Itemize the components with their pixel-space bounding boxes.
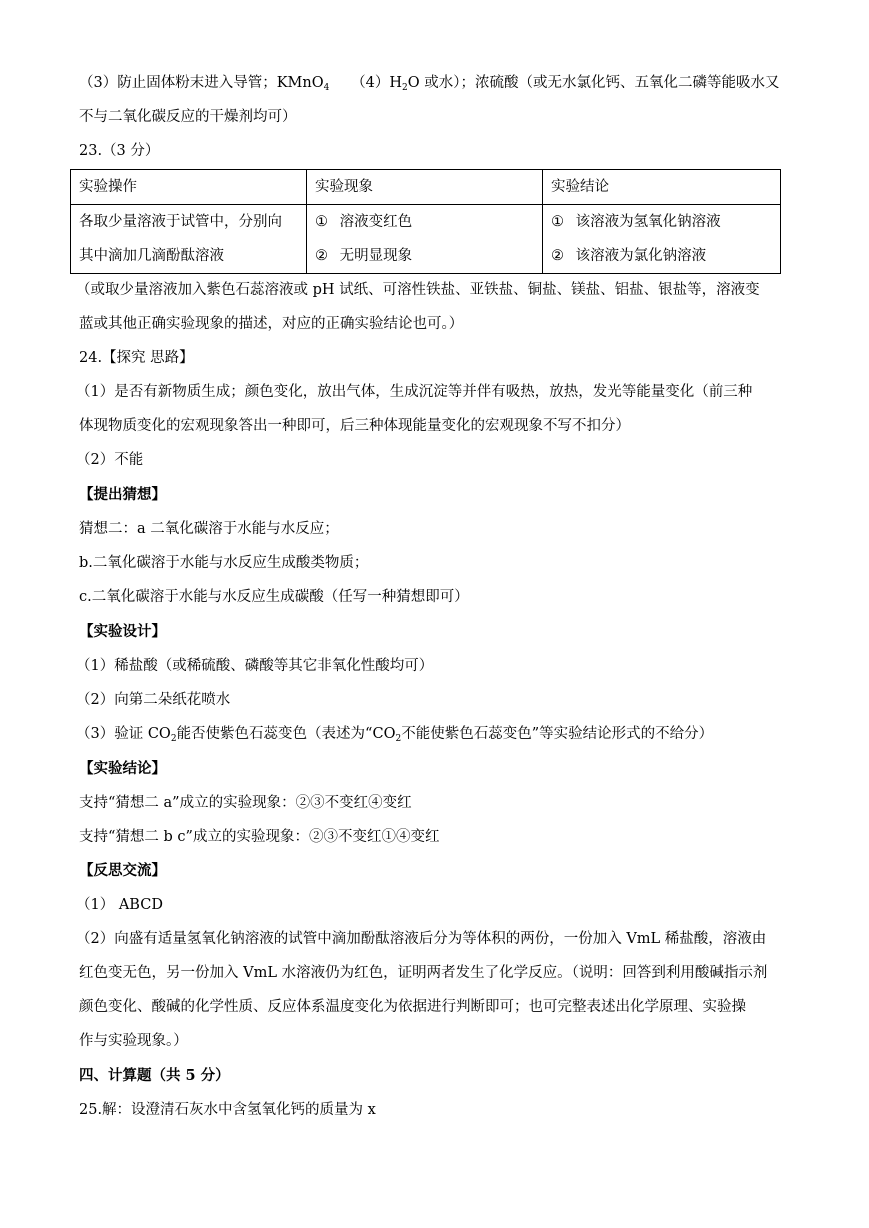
q24-heading: 24.【探究 思路】 bbox=[79, 350, 194, 366]
item-text: 该溶液为氢氧化钠溶液 bbox=[575, 214, 721, 230]
header-conclusion: 实验结论 bbox=[543, 170, 781, 205]
conclusion-item bbox=[551, 239, 772, 273]
q25-line: 25.解：设澄清石灰水中含氢氧化钙的质量为 x bbox=[79, 1102, 376, 1118]
phenomenon-item bbox=[315, 239, 534, 273]
section-4-title: 四、计算题（共 5 分） bbox=[79, 1067, 230, 1084]
hypothesis-c: c.二氧化碳溶于水能与水反应生成碳酸（任写一种猜想即可） bbox=[79, 589, 469, 605]
q24-p1-line-2: 体现物质变化的宏观现象答出一种即可，后三种体现能量变化的宏观现象不写不扣分） bbox=[79, 418, 630, 434]
header-phenomenon: 实验现象 bbox=[307, 170, 543, 205]
reflection-2-line-4: 作与实验现象。） bbox=[79, 1033, 188, 1049]
q23-note-line-1: （或取少量溶液加入紫色石蕊溶液或 pH 试纸、可溶性铁盐、亚铁盐、铜盐、镁盐、铝盐、银盐等，溶液变 bbox=[76, 282, 760, 298]
item-text: 该溶液为氯化钠溶液 bbox=[575, 248, 707, 264]
q22-answer-line-1: （3）防止固体粉末进入导管；KMnO$_4$ $(4)H_2O$ 或水）；浓硫酸（或无水氯化钙、五氧化二磷等能吸水又 bbox=[79, 75, 780, 93]
section-heading-hypothesis: 【提出猜想】 bbox=[79, 486, 166, 503]
table-header-row bbox=[71, 170, 781, 205]
reflection-1: （1） ABCD bbox=[76, 897, 163, 913]
q24-p1-line-1: （1）是否有新物质生成；颜色变化，放出气体，生成沉淀等并伴有吸热，放热，发光等能量变化（前三种 bbox=[76, 384, 753, 400]
design-3: （3）验证 $CO_2$能否使紫色石蕊变色（表述为“$CO_2$不能使紫色石蕊变色”等实验结论形式的不给分） bbox=[76, 726, 714, 744]
section-heading-conclusion: 【实验结论】 bbox=[79, 760, 166, 777]
hypothesis-a: 猜想二：a 二氧化碳溶于水能与水反应； bbox=[79, 521, 339, 537]
conclusion-a: 支持“猜想二 a”成立的实验现象：②③不变红④变红 bbox=[79, 795, 412, 811]
hypothesis-b: b.二氧化碳溶于水能与水反应生成酸类物质； bbox=[79, 555, 369, 571]
q22-answer-line-2: 不与二氧化碳反应的干燥剂均可） bbox=[79, 109, 297, 125]
section-heading-reflection: 【反思交流】 bbox=[79, 862, 166, 879]
section-heading-design: 【实验设计】 bbox=[79, 623, 166, 640]
conclusion-item bbox=[551, 205, 772, 239]
reflection-2-line-3: 颜色变化、酸碱的化学性质、反应体系温度变化为依据进行判断即可；也可完整表述出化学原理、实验操 bbox=[79, 999, 746, 1015]
cell-conclusions bbox=[543, 205, 781, 274]
cell-operation bbox=[71, 205, 307, 274]
item-number: ② bbox=[315, 248, 328, 264]
operation-line: 各取少量溶液于试管中，分别向 bbox=[79, 214, 282, 230]
phenomenon-item bbox=[315, 205, 534, 239]
item-text: 无明显现象 bbox=[339, 248, 413, 264]
item-number: ② bbox=[551, 248, 564, 264]
q23-heading: 23.（3 分） bbox=[79, 143, 160, 159]
reflection-2-line-2: 红色变无色，另一份加入 VmL 水溶液仍为红色，证明两者发生了化学反应。（说明：回答到利用酸碱指示剂 bbox=[79, 965, 768, 981]
design-1: （1）稀盐酸（或稀硫酸、磷酸等其它非氧化性酸均可） bbox=[76, 658, 434, 674]
operation-line: 其中滴加几滴酚酞溶液 bbox=[79, 248, 224, 264]
item-number: ① bbox=[551, 214, 564, 230]
table-row bbox=[71, 205, 781, 274]
q23-answer-table bbox=[70, 169, 781, 274]
item-number: ① bbox=[315, 214, 328, 230]
q24-p2: （2）不能 bbox=[76, 452, 144, 468]
conclusion-bc: 支持“猜想二 b c”成立的实验现象：②③不变红①④变红 bbox=[79, 829, 440, 845]
reflection-2-line-1: （2）向盛有适量氢氧化钠溶液的试管中滴加酚酞溶液后分为等体积的两份，一份加入 VmL 稀盐酸，溶液由 bbox=[76, 931, 767, 947]
item-text: 溶液变红色 bbox=[339, 214, 413, 230]
cell-phenomena bbox=[307, 205, 543, 274]
design-2: （2）向第二朵纸花喷水 bbox=[76, 692, 231, 708]
q23-note-line-2: 蓝或其他正确实验现象的描述，对应的正确实验结论也可。） bbox=[79, 316, 464, 332]
header-operation: 实验操作 bbox=[71, 170, 307, 205]
